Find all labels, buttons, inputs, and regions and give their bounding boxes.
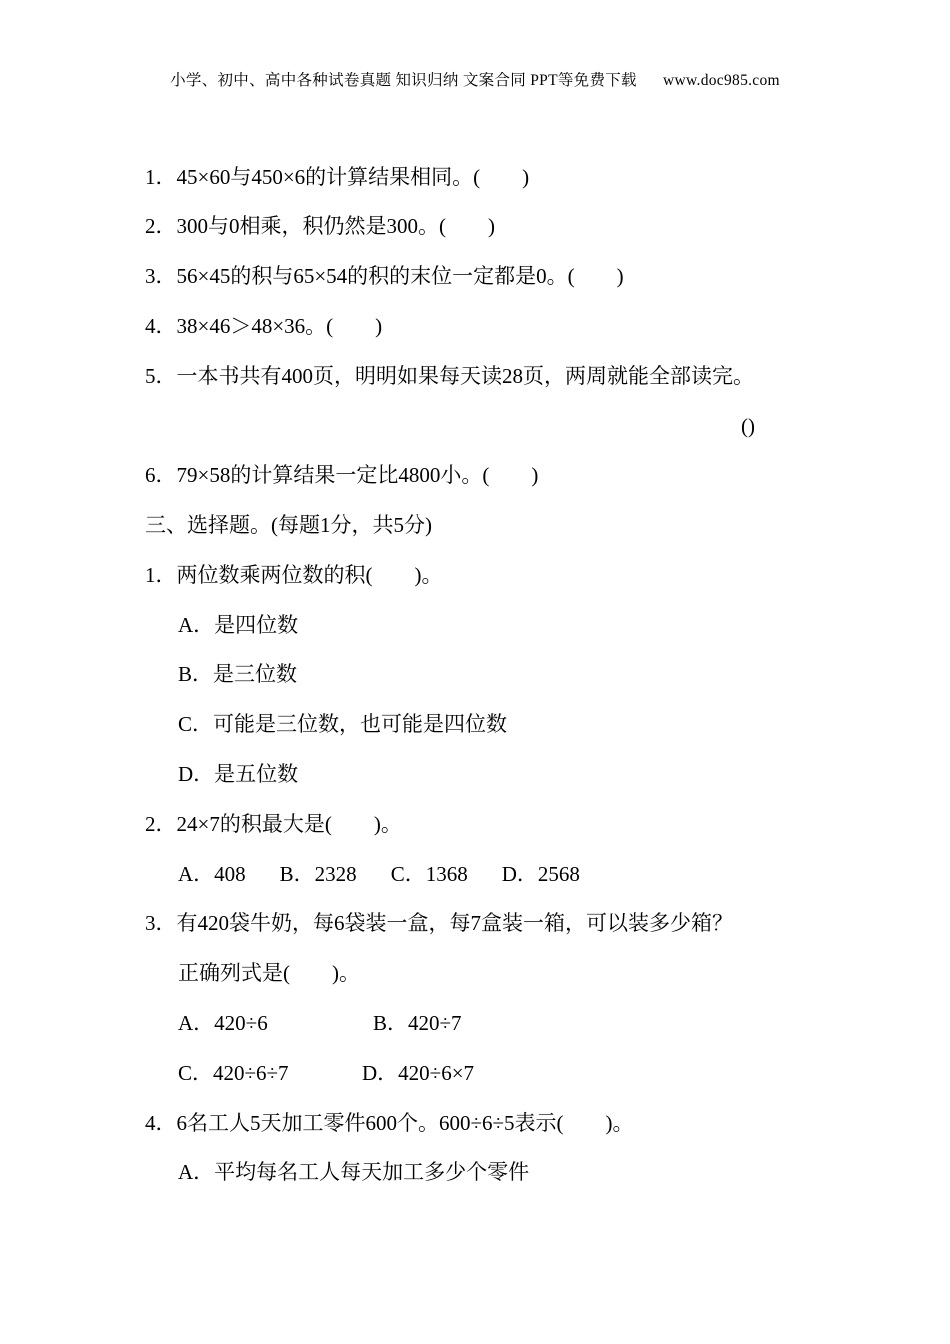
- choice-q2-option-b: B．2328: [279, 862, 357, 886]
- choice-question-3: 3．有420袋牛奶，每6袋装一盒，每7盒装一箱，可以装多少箱？: [145, 911, 733, 935]
- choice-q1-option-a: A．是四位数: [178, 613, 299, 637]
- header-site: www.doc985.com: [663, 72, 780, 89]
- choice-q1-option-c: C．可能是三位数，也可能是四位数: [178, 712, 508, 736]
- choice-q3-option-c: C．420÷6÷7: [178, 1061, 289, 1085]
- choice-question-2: 2．24×7的积最大是( )。: [145, 812, 402, 836]
- choice-q1-option-d: D．是五位数: [178, 762, 299, 786]
- choice-q2-option-c: C．1368: [390, 862, 468, 886]
- choice-q2-option-a: A．408: [178, 862, 246, 886]
- choice-q3-option-a: A．420÷6: [178, 1011, 268, 1035]
- judge-question-5-answer-paren: (): [741, 414, 755, 438]
- choice-q3-option-d: D．420÷6×7: [362, 1061, 475, 1085]
- choice-question-4: 4．6名工人5天加工零件600个。600÷6÷5表示( )。: [145, 1111, 634, 1135]
- judge-question-2: 2．300与0相乘，积仍然是300。( ): [145, 214, 495, 238]
- judge-question-3: 3．56×45的积与65×54的积的末位一定都是0。( ): [145, 264, 624, 288]
- choice-q2-option-d: D．2568: [501, 862, 580, 886]
- page-header: [0, 68, 950, 90]
- choice-q2-options: [178, 861, 580, 887]
- choice-question-1: 1．两位数乘两位数的积( )。: [145, 563, 443, 587]
- choice-q3-option-b: B．420÷7: [373, 1011, 462, 1035]
- section-title-choice: 三、选择题。(每题1分，共5分): [145, 513, 432, 537]
- judge-question-4: 4．38×46＞48×36。( ): [145, 314, 383, 338]
- choice-q1-option-b: B．是三位数: [178, 662, 298, 686]
- judge-question-5: 5．一本书共有400页，明明如果每天读28页，两周就能全部读完。: [145, 364, 754, 388]
- header-text: 小学、初中、高中各种试卷真题 知识归纳 文案合同 PPT等免费下载: [170, 72, 637, 89]
- choice-question-3-line2: 正确列式是( )。: [178, 961, 360, 985]
- choice-q4-option-a: A．平均每名工人每天加工多少个零件: [178, 1160, 530, 1184]
- judge-question-6: 6．79×58的计算结果一定比4800小。( ): [145, 463, 539, 487]
- judge-question-1: 1．45×60与450×6的计算结果相同。( ): [145, 165, 530, 189]
